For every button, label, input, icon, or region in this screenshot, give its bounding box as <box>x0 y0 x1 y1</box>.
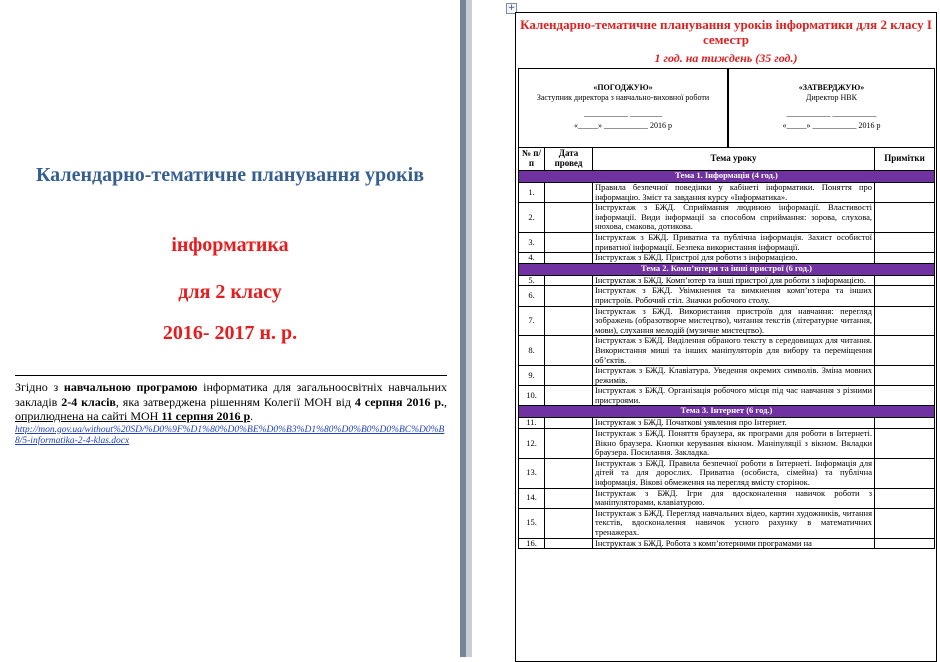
note-program: навчальною програмою <box>63 380 198 394</box>
lesson-topic: Інструктаж з БЖД. Клавіатура. Уведення окремих символів. Зміна мовних режимів. <box>593 366 875 386</box>
approved-signature: ___________ ___________ <box>786 109 877 118</box>
lesson-topic: Інструктаж з БЖД. Приватна та публічна інформація. Захист особистої приватної інформації. Безпека використання інформації. <box>593 232 875 252</box>
topic-heading: Тема 3. Інтернет (6 год.) <box>519 406 935 418</box>
subject-title: інформатика <box>171 234 289 256</box>
agreed-heading: «ПОГОДЖУЮ» <box>593 83 653 92</box>
note-date: 11 серпня 2016 р <box>161 409 251 423</box>
plan-table <box>515 12 937 662</box>
plan-title: Календарно-тематичне планування уроків інформатики для 2 класу І семестр <box>520 17 932 47</box>
lesson-date-cell[interactable] <box>545 253 593 264</box>
lesson-date-cell[interactable] <box>545 418 593 429</box>
table-row <box>519 366 935 386</box>
topic-heading: Тема 2. Комп’ютери та інші пристрої (6 год.) <box>519 263 935 275</box>
table-row <box>519 458 935 488</box>
lesson-topic: Інструктаж з БЖД. Робота з комп’ютерними програмами на <box>593 538 875 549</box>
approved-heading: «ЗАТВЕРДЖУЮ» <box>798 83 865 92</box>
lesson-topic: Інструктаж з БЖД. Початкові уявлення про Інтернет. <box>593 418 875 429</box>
note-date: 4 серпня 2016 р. <box>354 394 445 409</box>
lesson-topic: Інструктаж з БЖД. Перегляд навчальних відео, картин художників, читання текстів, вдосконалення навичок усного рахунку в математичних тренажерах. <box>593 508 875 538</box>
lesson-date-cell[interactable] <box>545 366 593 386</box>
topic-row <box>519 171 935 183</box>
lesson-notes-cell[interactable] <box>875 418 935 429</box>
table-row <box>519 275 935 286</box>
lesson-topic: Правила безпечної поведінки у кабінеті інформатики. Поняття про інформацію. Зміст та завдання курсу «Інформатика». <box>593 183 875 203</box>
lesson-number: 15. <box>519 508 545 538</box>
lesson-notes-cell[interactable] <box>875 203 935 233</box>
lesson-topic: Інструктаж з БЖД. Ігри для вдосконалення навичок роботи з маніпуляторами, клавіатурою. <box>593 488 875 508</box>
agreed-signature: ___________ ________ <box>584 109 662 118</box>
table-row <box>519 232 935 252</box>
lesson-number: 2. <box>519 203 545 233</box>
lesson-topic: Інструктаж з БЖД. Правила безпечної роботи в Інтернеті. Інформація для дітей та для дорослих. Приватна (особиста, сімейна) та публічна інформація. Вікові обмеження на перегляд вмісту сторінок. <box>593 458 875 488</box>
lesson-topic: Інструктаж з БЖД. Організація робочого місця під час навчання з різними пристроями. <box>593 386 875 406</box>
topic-row <box>519 406 935 418</box>
note-text: . <box>250 409 254 423</box>
program-note <box>15 375 447 447</box>
note-divider <box>15 375 447 376</box>
lesson-notes-cell[interactable] <box>875 508 935 538</box>
lesson-topic: Інструктаж з БЖД. Виділення обраного тексту в середовищах для читання. Використання миші та інших маніпуляторів для вибору та переміщення об’єктів. <box>593 336 875 366</box>
lesson-topic: Інструктаж з БЖД. Використання пристроїв для навчання: перегляд зображень (образотворче мистецтво), читання текстів (літературне читання, мови), слухання мелодій (музичне мистецтво). <box>593 306 875 336</box>
lesson-date-cell[interactable] <box>545 183 593 203</box>
lesson-number: 7. <box>519 306 545 336</box>
header-topic: Тема уроку <box>593 148 875 171</box>
lesson-notes-cell[interactable] <box>875 253 935 264</box>
year-title: 2016- 2017 н. р. <box>162 322 298 344</box>
table-row <box>519 336 935 366</box>
lesson-date-cell[interactable] <box>545 232 593 252</box>
lesson-date-cell[interactable] <box>545 386 593 406</box>
program-link[interactable]: http://mon.gov.ua/without%20SD/%D0%9F%D1%80%D0%BE%D0%B3%D1%80%D0%B0%D0%BC%D0%B8/5-informatika-2-4-klas.docx <box>15 424 445 446</box>
header-number: № п/п <box>519 148 545 171</box>
lesson-date-cell[interactable] <box>545 488 593 508</box>
lesson-topic: Інструктаж з БЖД. Сприймання людиною інформації. Властивості інформації. Види інформації за способом сприймання: зорова, слухова, нюхова, смакова, дотикова. <box>593 203 875 233</box>
lesson-number: 14. <box>519 488 545 508</box>
note-classes: 2-4 класів <box>61 394 116 409</box>
lesson-date-cell[interactable] <box>545 458 593 488</box>
note-text: інформатика для загальноосвітніх навчальних закладів <box>15 380 447 409</box>
lesson-number: 10. <box>519 386 545 406</box>
table-row <box>519 386 935 406</box>
lesson-number: 5. <box>519 275 545 286</box>
lesson-date-cell[interactable] <box>545 203 593 233</box>
lesson-number: 1. <box>519 183 545 203</box>
note-text: , яка затверджена рішенням Колегії МОН від <box>115 394 355 409</box>
lesson-number: 13. <box>519 458 545 488</box>
table-row <box>519 538 935 549</box>
approved-block <box>728 68 935 154</box>
approved-date: «_____» ___________ 2016 р <box>782 121 881 130</box>
agreed-date: «_____» ___________ 2016 р <box>574 121 672 130</box>
note-text: , <box>444 394 448 409</box>
plan-subtitle: 1 год. на тиждень (35 год.) <box>654 51 798 65</box>
lesson-number: 11. <box>519 418 545 429</box>
lesson-notes-cell[interactable] <box>875 232 935 252</box>
approved-role: Директор НВК <box>806 93 857 102</box>
topic-row <box>519 263 935 275</box>
lesson-number: 6. <box>519 286 545 306</box>
lesson-number: 3. <box>519 232 545 252</box>
lesson-date-cell[interactable] <box>545 508 593 538</box>
table-row <box>519 253 935 264</box>
header-notes: Примітки <box>875 148 935 171</box>
table-row <box>519 203 935 233</box>
lesson-notes-cell[interactable] <box>875 336 935 366</box>
lesson-notes-cell[interactable] <box>875 429 935 459</box>
agreed-block <box>518 68 728 154</box>
lessons-table <box>518 147 935 549</box>
lesson-notes-cell[interactable] <box>875 538 935 549</box>
note-text: Згідно з <box>15 380 64 394</box>
document-title: Календарно-тематичне планування уроків <box>35 164 425 186</box>
lesson-topic: Інструктаж з БЖД. Пристрої для роботи з інформацією. <box>593 253 875 264</box>
lesson-notes-cell[interactable] <box>875 386 935 406</box>
table-move-handle-icon[interactable]: + <box>507 3 516 13</box>
lesson-number: 9. <box>519 366 545 386</box>
lesson-date-cell[interactable] <box>545 306 593 336</box>
table-row <box>519 306 935 336</box>
lesson-notes-cell[interactable] <box>875 488 935 508</box>
lesson-date-cell[interactable] <box>545 336 593 366</box>
lesson-topic: Інструктаж з БЖД. Комп’ютер та інші пристрої для роботи з інформацією. <box>593 275 875 286</box>
left-page <box>0 0 460 657</box>
lesson-topic: Інструктаж з БЖД. Поняття браузера, як програми для роботи в Інтернеті. Вікно браузера. Кнопки керування вікном. Маніпуляції з вікном. Вкладки браузера. Посилання. Закладка. <box>593 429 875 459</box>
lesson-date-cell[interactable] <box>545 429 593 459</box>
note-published: оприлюднена на сайті МОН <box>15 409 162 423</box>
lesson-notes-cell[interactable] <box>875 458 935 488</box>
lesson-notes-cell[interactable] <box>875 183 935 203</box>
lesson-number: 4. <box>519 253 545 264</box>
lesson-notes-cell[interactable] <box>875 286 935 306</box>
lessons-body <box>519 171 935 549</box>
topic-heading: Тема 1. Інформація (4 год.) <box>519 171 935 183</box>
agreed-role: Заступник директора з навчально-виховної роботи <box>536 93 710 102</box>
table-row <box>519 429 935 459</box>
lesson-number: 8. <box>519 336 545 366</box>
table-header-row <box>519 148 935 171</box>
table-row <box>519 488 935 508</box>
lesson-number: 12. <box>519 429 545 459</box>
lesson-date-cell[interactable] <box>545 275 593 286</box>
table-row <box>519 183 935 203</box>
lesson-number: 16. <box>519 538 545 549</box>
table-row <box>519 508 935 538</box>
header-date: Дата провед <box>545 148 593 171</box>
lesson-date-cell[interactable] <box>545 538 593 549</box>
lesson-topic: Інструктаж з БЖД. Увімкнення та вимкнення комп’ютера та інших пристроїв. Робочий стіл. Значки робочого столу. <box>593 286 875 306</box>
page-gutter <box>472 0 502 657</box>
lesson-notes-cell[interactable] <box>875 275 935 286</box>
table-row <box>519 286 935 306</box>
grade-title: для 2 класу <box>178 281 282 303</box>
table-row <box>519 418 935 429</box>
lesson-notes-cell[interactable] <box>875 306 935 336</box>
lesson-date-cell[interactable] <box>545 286 593 306</box>
lesson-notes-cell[interactable] <box>875 366 935 386</box>
